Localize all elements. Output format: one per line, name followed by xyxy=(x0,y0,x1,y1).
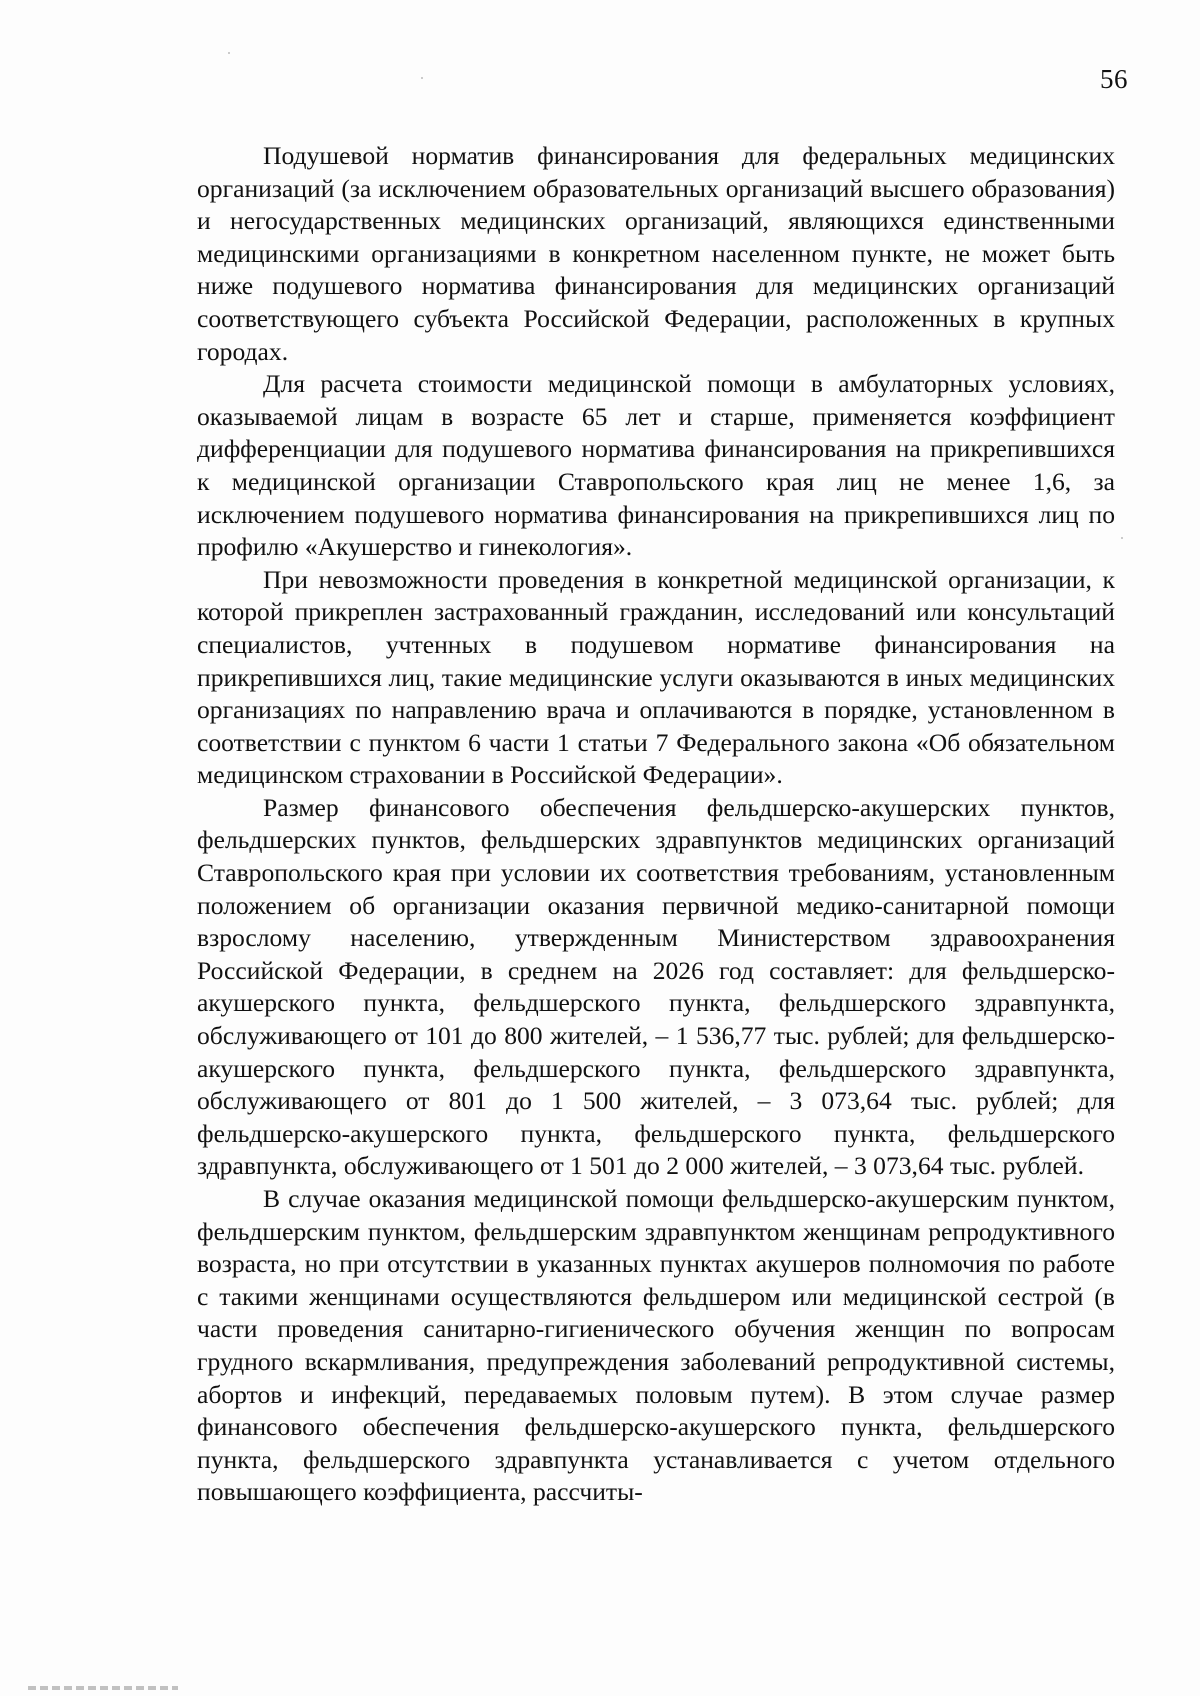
paragraph-feldsher-funding: Размер финансового обеспечения фельдшерско-акушерских пунктов, фельдшерских пунктов, фельдшерских здравпунктов медицинских организаций Ставропольского края при условии их соответствия требованиям, установленным положением об организации оказания первичной медико-санитарной помощи взрослому населению, утвержденным Министерством здравоохранения Российской Федерации, в среднем на 2026 год составляет: для фельдшерско-акушерского пункта, фельдшерского пункта, фельдшерского здравпункта, обслуживающего от 101 до 800 жителей, – 1 536,77 тыс. рублей; для фельдшерско-акушерского пункта, фельдшерского пункта, фельдшерского здравпункта, обслуживающего от 801 до 1 500 жителей, – 3 073,64 тыс. рублей; для фельдшерско-акушерского пункта, фельдшерского пункта, фельдшерского здравпункта, обслуживающего от 1 501 до 2 000 жителей, – 3 073,64 тыс. рублей. xyxy=(197,792,1115,1181)
paragraph-external-services: При невозможности проведения в конкретной медицинской организации, к которой прикреплен застрахованный гражданин, исследований или консультаций специалистов, учтенных в подушевом нормативе финансирования на прикрепившихся лиц, такие медицинские услуги оказываются в иных медицинских организациях по направлению врача и оплачиваются в порядке, установленном в соответствии с пунктом 6 части 1 статьи 7 Федерального закона «Об обязательном медицинском страховании в Российской Федерации». xyxy=(197,564,1115,790)
paragraph-differentiation-coefficient: Для расчета стоимости медицинской помощи в амбулаторных условиях, оказываемой лицам в возрасте 65 лет и старше, применяется коэффициент дифференциации для подушевого норматива финансирования на прикрепившихся к медицинской организации Ставропольского края лиц не менее 1,6, за исключением подушевого норматива финансирования на прикрепившихся лиц по профилю «Акушерство и гинекология». xyxy=(197,369,1115,562)
scan-speck xyxy=(228,52,230,54)
scan-speck xyxy=(1121,537,1123,539)
scan-speck xyxy=(421,77,423,79)
page-number: 56 xyxy=(1100,64,1128,94)
document-body xyxy=(197,140,1115,1509)
paragraph-reproductive-care: В случае оказания медицинской помощи фельдшерско-акушерским пунктом, фельдшерским пунктом, фельдшерским здравпунктом женщинам репродуктивного возраста, но при отсутствии в указанных пунктах акушеров полномочия по работе с такими женщинами осуществляются фельдшером или медицинской сестрой (в части проведения санитарно-гигиенического обучения женщин по вопросам грудного вскармливания, предупреждения заболеваний репродуктивной системы, абортов и инфекций, передаваемых половым путем). В этом случае размер финансового обеспечения фельдшерско-акушерского пункта, фельдшерского пункта, фельдшерского здравпункта устанавливается с учетом отдельного повышающего коэффициента, рассчиты- xyxy=(197,1184,1115,1507)
scan-edge-artifact xyxy=(28,1686,178,1690)
paragraph-per-capita-federal: Подушевой норматив финансирования для федеральных медицинских организаций (за исключением образовательных организаций высшего образования) и негосударственных медицинских организаций, являющихся единственными медицинскими организациями в конкретном населенном пункте, не может быть ниже подушевого норматива финансирования для медицинских организаций соответствующего субъекта Российской Федерации, расположенных в крупных городах. xyxy=(197,141,1115,366)
